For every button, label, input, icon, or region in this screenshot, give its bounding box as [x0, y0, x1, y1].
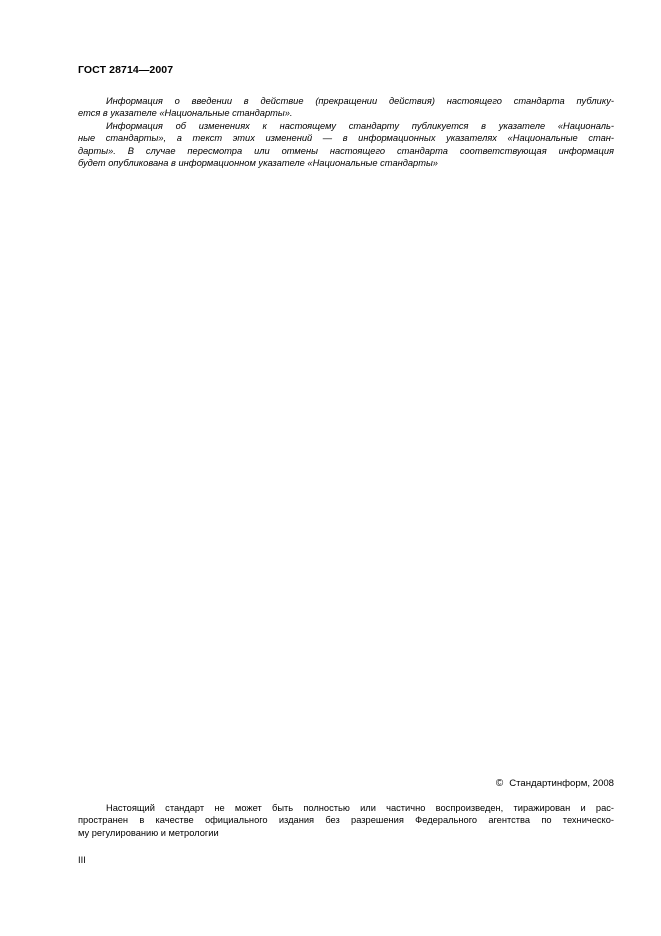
notice-line: Информация об изменениях к настоящему стандарту публикуется в указателе «Националь- [106, 120, 614, 131]
copyright-text: Стандартинформ, 2008 [509, 778, 614, 789]
reproduction-restriction [78, 802, 614, 839]
notice-line: ется в указателе «Национальные стандарты». [78, 108, 293, 119]
page-number: III [78, 855, 86, 865]
copyright-notice [496, 778, 614, 789]
notice-line: ные стандарты», а текст этих изменений — в информационных указателях «Национальные стан- [78, 133, 614, 144]
notice-line: дарты». В случае пересмотра или отмены настоящего стандарта соответствующая информация [78, 145, 614, 156]
standard-number-header: ГОСТ 28714—2007 [78, 64, 174, 76]
legal-line: пространен в качестве официального издания без разрешения Федерального агентства по техническо- [78, 815, 614, 826]
notice-line: Информация о введении в действие (прекращении действия) настоящего стандарта публику- [106, 96, 614, 106]
copyright-icon: © [495, 778, 504, 789]
legal-line: му регулированию и метрологии [78, 827, 219, 838]
notice-line: будет опубликована в информационном указателе «Национальные стандарты» [78, 158, 438, 169]
legal-line: Настоящий стандарт не может быть полностью или частично воспроизведен, тиражирован и рас- [106, 803, 614, 813]
publication-notice [78, 95, 614, 169]
